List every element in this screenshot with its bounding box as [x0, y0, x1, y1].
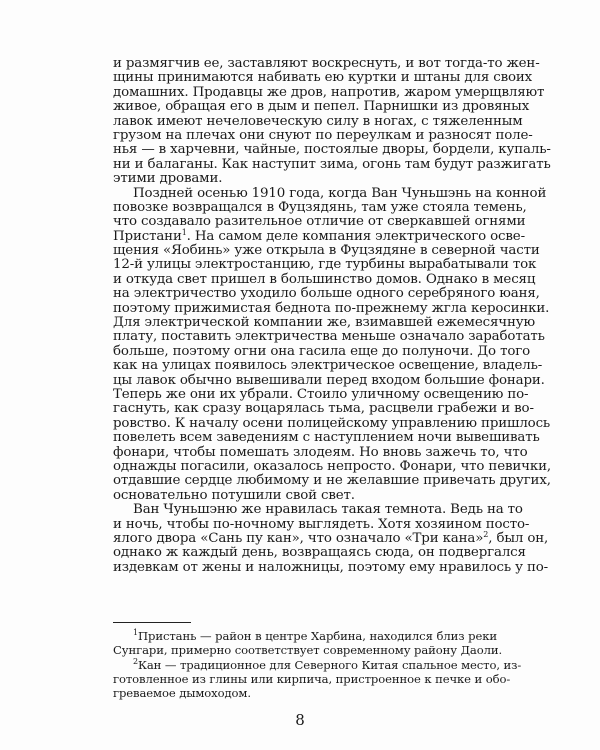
text-line: повелеть всем заведениям с наступлением ночи вывешивать — [113, 430, 540, 446]
body-text — [113, 56, 551, 575]
text-line: домашних. Продавцы же дров, напротив, жаром умерщвляют — [113, 84, 545, 100]
text-line: ровство. К началу осени полицейскому управлению пришлось — [113, 415, 551, 431]
footnote-marker: 1 — [133, 628, 138, 637]
text-line: Ван Чуньшэню же нравилась такая темнота. Ведь на то — [133, 502, 523, 518]
page-number: 8 — [295, 711, 305, 729]
text-line: живое, обращая его в дым и пепел. Парнишки из дровяных — [113, 99, 530, 115]
text-line: лавок имеют нечеловеческую силу в ногах, с тяжеленным — [113, 113, 523, 129]
text-line: больше, поэтому огни она гасила еще до полуночи. До того — [113, 343, 531, 359]
text-line: ни и балаганы. Как наступит зима, огонь там будут разжигать — [113, 156, 551, 172]
text-line: и размягчив ее, заставляют воскреснуть, и вот тогда-то жен- — [113, 56, 540, 71]
footnote — [113, 657, 522, 700]
text-line: $^1$Пристань — район в центре Харбина, находился близ реки — [133, 628, 497, 643]
text-line: гаснуть, как сразу воцарялась тьма, расцвели грабежи и во- — [113, 401, 534, 417]
text-line: грузом на плечах они снуют по переулкам и разносят поле- — [113, 127, 533, 143]
paragraph — [113, 185, 551, 504]
footnote-marker: 1 — [181, 227, 187, 237]
text-line: $^2$Кан — традиционное для Северного Китая спальное место, из- — [133, 657, 522, 672]
text-line: поэтому прижимистая беднота по-прежнему жгла керосинки. — [113, 300, 550, 316]
text-line: издевкам от жены и наложницы, поэтому ему нравилось у по- — [113, 559, 549, 575]
text-line: греваемое дымоходом. — [113, 686, 251, 700]
text-line: 12-й улицы электростанцию, где турбины вырабатывали ток — [113, 257, 537, 273]
footnote-marker: 2 — [133, 657, 138, 666]
footnote — [113, 628, 503, 657]
text-line: Для электрической компании же, взимавшей ежемесячную — [113, 315, 535, 331]
text-line: ялого двора «Сань пу кан», что означало «Три кана»$^2$, был он, — [113, 529, 549, 546]
text-line: и откуда свет пришел в большинство домов. Однако в месяц — [113, 271, 536, 287]
text-line: Сунгари, примерно соответствует современному району Даоли. — [113, 643, 503, 657]
text-line: на электричество уходило больше одного серебряного юаня, — [113, 286, 540, 302]
spacer — [113, 700, 497, 701]
text-line: щения «Яобинь» уже открыла в Фуцзядяне в северной части — [113, 243, 540, 259]
text-line: как на улицах появилось электрическое освещение, владель- — [113, 358, 543, 374]
text-line: что создавало разительное отличие от сверкавшей огнями — [113, 214, 526, 230]
text-line: основательно потушили свой свет. — [113, 487, 355, 503]
footnote-marker: 2 — [483, 529, 489, 539]
text-line: готовленное из глины или кирпича, пристроенное к печке и обо- — [113, 672, 511, 686]
paragraph — [113, 502, 549, 575]
text-line: щины принимаются набивать ею куртки и штаны для своих — [113, 70, 533, 86]
text-line: Теперь же они их убрали. Стоило уличному освещению по- — [113, 386, 529, 402]
text-line: Поздней осенью 1910 года, когда Ван Чуньшэнь на конной — [133, 185, 547, 201]
text-line: однако ж каждый день, возвращаясь сюда, он подвергался — [113, 545, 526, 561]
paragraph — [113, 56, 551, 187]
text-line: нья — в харчевни, чайные, постоялые дворы, бордели, купаль- — [113, 142, 551, 158]
text-line: плату, поставить электричества меньше означало заработать — [113, 329, 545, 345]
text-line: этими дровами. — [113, 171, 223, 187]
text-line: Пристани$^1$. На самом деле компания электрического осве- — [113, 227, 525, 244]
text-line: фонари, чтобы помешать злодеям. Но вновь зажечь то, что — [113, 444, 528, 460]
text-line: повозке возвращался в Фуцзядянь, там уже стояла темень, — [113, 199, 527, 215]
text-line: отдавшие сердце любимому и не желавшие привечать других, — [113, 473, 551, 489]
footnotes — [113, 628, 522, 701]
text-line: цы лавок обычно вывешивали перед входом большие фонари. — [113, 372, 545, 388]
footnote-divider — [113, 622, 191, 623]
text-line: и ночь, чтобы по-ночному выглядеть. Хотя хозяином посто- — [113, 516, 530, 532]
text-line: однажды погасили, оказалось непросто. Фонари, что певички, — [113, 458, 551, 474]
